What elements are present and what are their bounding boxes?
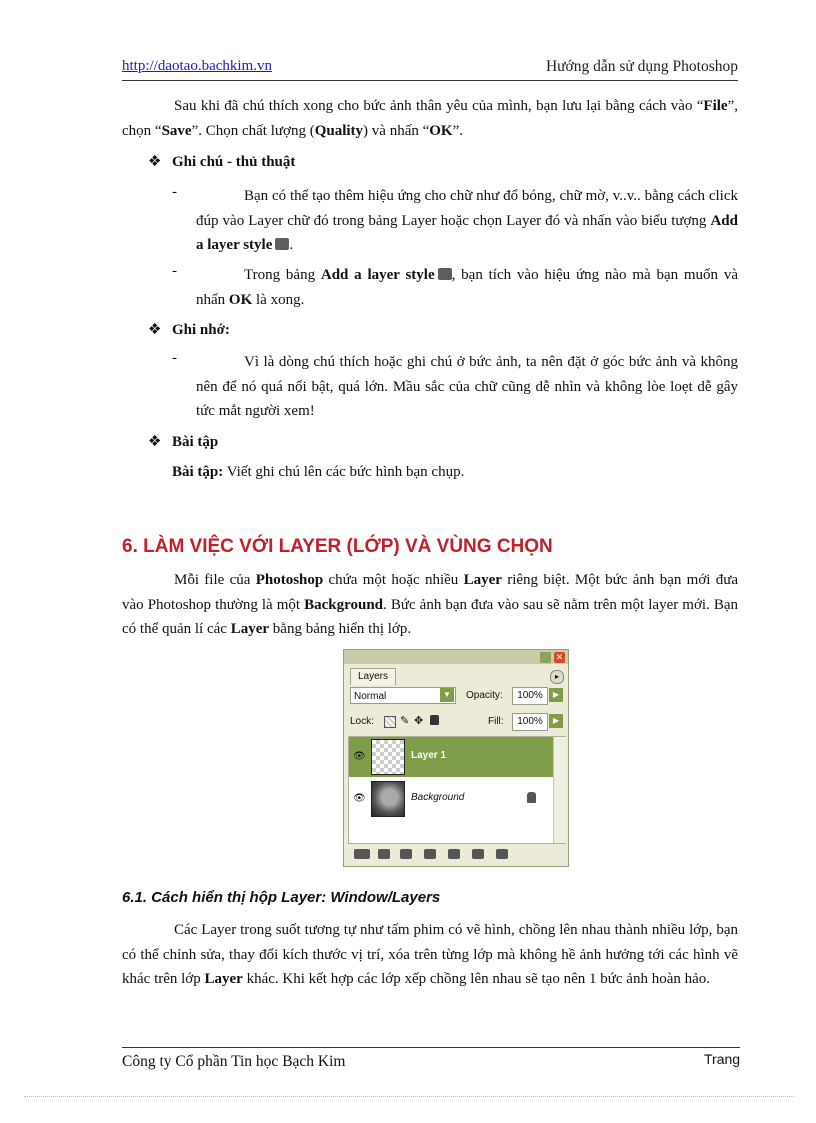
layer-style-icon bbox=[438, 268, 452, 280]
blend-mode-select[interactable]: Normal bbox=[350, 687, 456, 704]
fill-label: Fill: bbox=[488, 716, 504, 727]
lock-transparent-icon[interactable] bbox=[384, 716, 396, 728]
layer-mask-icon[interactable] bbox=[400, 849, 412, 859]
diamond-bullet-icon: ❖ bbox=[148, 434, 162, 450]
layer-1-name[interactable]: Layer 1 bbox=[411, 750, 447, 761]
header-title: Hướng dẫn sử dụng Photoshop bbox=[545, 58, 738, 75]
fill-input[interactable]: 100% bbox=[512, 713, 548, 731]
footer-company: Công ty Cổ phần Tin học Bạch Kim bbox=[122, 1053, 346, 1070]
adjustment-layer-icon[interactable] bbox=[424, 849, 436, 859]
layer-style-icon bbox=[275, 238, 289, 250]
eye-icon[interactable]: 👁 bbox=[353, 793, 366, 804]
exercise-text: Bài tập: Viết ghi chú lên các bức hình bạn chụp. bbox=[172, 464, 465, 480]
panel-menu-icon[interactable]: ▸ bbox=[550, 670, 564, 684]
dash-bullet: - bbox=[172, 184, 177, 200]
opacity-label: Opacity: bbox=[466, 690, 503, 701]
opacity-arrow-icon[interactable]: ▶ bbox=[549, 688, 563, 702]
background-name[interactable]: Background bbox=[411, 792, 465, 803]
tips-item-1: Bạn có thể tạo thêm hiệu ứng cho chữ như đổ bóng, chữ mờ, v..v.. bằng cách click đúp vào Layer chữ đó trong bảng Layer hoặc chọn Layer đó và nhấn vào biểu tượng Add a layer style . bbox=[196, 188, 738, 253]
header-divider bbox=[122, 80, 738, 81]
new-group-icon[interactable] bbox=[448, 849, 460, 859]
panel-titlebar bbox=[344, 650, 568, 664]
section-6-heading: 6. LÀM VIỆC VỚI LAYER (LỚP) VÀ VÙNG CHỌN bbox=[122, 536, 553, 557]
lock-all-icon[interactable] bbox=[430, 715, 439, 725]
dash-bullet: - bbox=[172, 350, 177, 366]
section-6-paragraph: Mỗi file của Photoshop chứa một hoặc nhiều Layer riêng biệt. Một bức ảnh bạn mới đưa vào Photoshop thường là một Background. Bức ảnh bạn đưa vào sau sẽ nằm trên một layer mới. Bạn có thể quản lí các Layer bằng bảng hiển thị lớp. bbox=[122, 572, 738, 637]
layer-row-layer-1[interactable] bbox=[349, 737, 553, 777]
blend-row bbox=[348, 686, 564, 708]
eye-icon[interactable]: 👁 bbox=[353, 751, 366, 762]
diamond-bullet-icon: ❖ bbox=[148, 154, 162, 170]
layers-scrollbar[interactable] bbox=[553, 737, 566, 843]
lock-icon bbox=[527, 792, 536, 803]
lock-brush-icon[interactable]: ✎ bbox=[400, 715, 410, 727]
header-link[interactable]: http://daotao.bachkim.vn bbox=[122, 58, 272, 74]
tips-item-2: Trong bảng Add a layer style , bạn tích vào hiệu ứng nào mà bạn muốn và nhấn OK là xong. bbox=[196, 267, 739, 308]
section-6-1-heading: 6.1. Cách hiển thị hộp Layer: Window/Layers bbox=[122, 889, 441, 906]
remember-item: Vì là dòng chú thích hoặc ghi chú ở bức ảnh, ta nên đặt ở góc bức ảnh và không nên để nó quá nổi bật, quá lớn. Mầu sắc của chữ cũng dễ nhìn và không lòe loẹt dễ gây tức mắt người xem! bbox=[196, 354, 738, 419]
tab-layers[interactable]: Layers bbox=[350, 668, 396, 685]
lock-row bbox=[348, 712, 564, 732]
section-6-1-paragraph: Các Layer trong suốt tương tự như tấm phim có vẽ hình, chồng lên nhau thành nhiều lớp, bạn có thể chỉnh sửa, thay đổi kích thước vị trí, xóa trên từng lớp mà không hề ảnh hưởng tới các hình vẽ khác trên lớp Layer khác. Khi kết hợp các lớp xếp chồng lên nhau sẽ tạo nên 1 bức ảnh hoàn hảo. bbox=[122, 922, 738, 987]
close-icon[interactable]: ✕ bbox=[555, 652, 564, 662]
dash-bullet: - bbox=[172, 263, 177, 279]
fill-arrow-icon[interactable]: ▶ bbox=[549, 714, 563, 728]
trash-icon[interactable] bbox=[496, 849, 508, 859]
background-thumbnail bbox=[371, 781, 405, 817]
layers-list bbox=[348, 736, 566, 844]
layer-row-background[interactable] bbox=[349, 779, 553, 819]
page-bottom-border bbox=[24, 1096, 794, 1097]
panel-bottom-bar bbox=[348, 846, 564, 862]
footer-divider bbox=[122, 1047, 740, 1048]
opacity-input[interactable]: 100% bbox=[512, 687, 548, 705]
chevron-down-icon[interactable]: ▼ bbox=[440, 688, 454, 702]
minimize-icon[interactable] bbox=[540, 652, 551, 663]
footer-page: Trang bbox=[704, 1051, 741, 1067]
layer-style-icon[interactable] bbox=[378, 849, 390, 859]
new-layer-icon[interactable] bbox=[472, 849, 484, 859]
lock-label: Lock: bbox=[350, 716, 374, 727]
layer-1-thumbnail bbox=[371, 739, 405, 775]
lock-move-icon[interactable]: ✥ bbox=[414, 715, 424, 727]
intro-paragraph: Sau khi đã chú thích xong cho bức ảnh thân yêu của mình, bạn lưu lại bằng cách vào “File”, chọn “Save”. Chọn chất lượng (Quality) và nhấn “OK”. bbox=[122, 98, 738, 139]
remember-heading: ❖ Ghi nhớ: bbox=[148, 322, 230, 338]
tips-heading: ❖ Ghi chú - thủ thuật bbox=[148, 154, 296, 170]
diamond-bullet-icon: ❖ bbox=[148, 322, 162, 338]
layers-panel bbox=[343, 649, 569, 867]
exercise-heading: ❖ Bài tập bbox=[148, 434, 219, 450]
link-layers-icon[interactable] bbox=[354, 849, 370, 859]
